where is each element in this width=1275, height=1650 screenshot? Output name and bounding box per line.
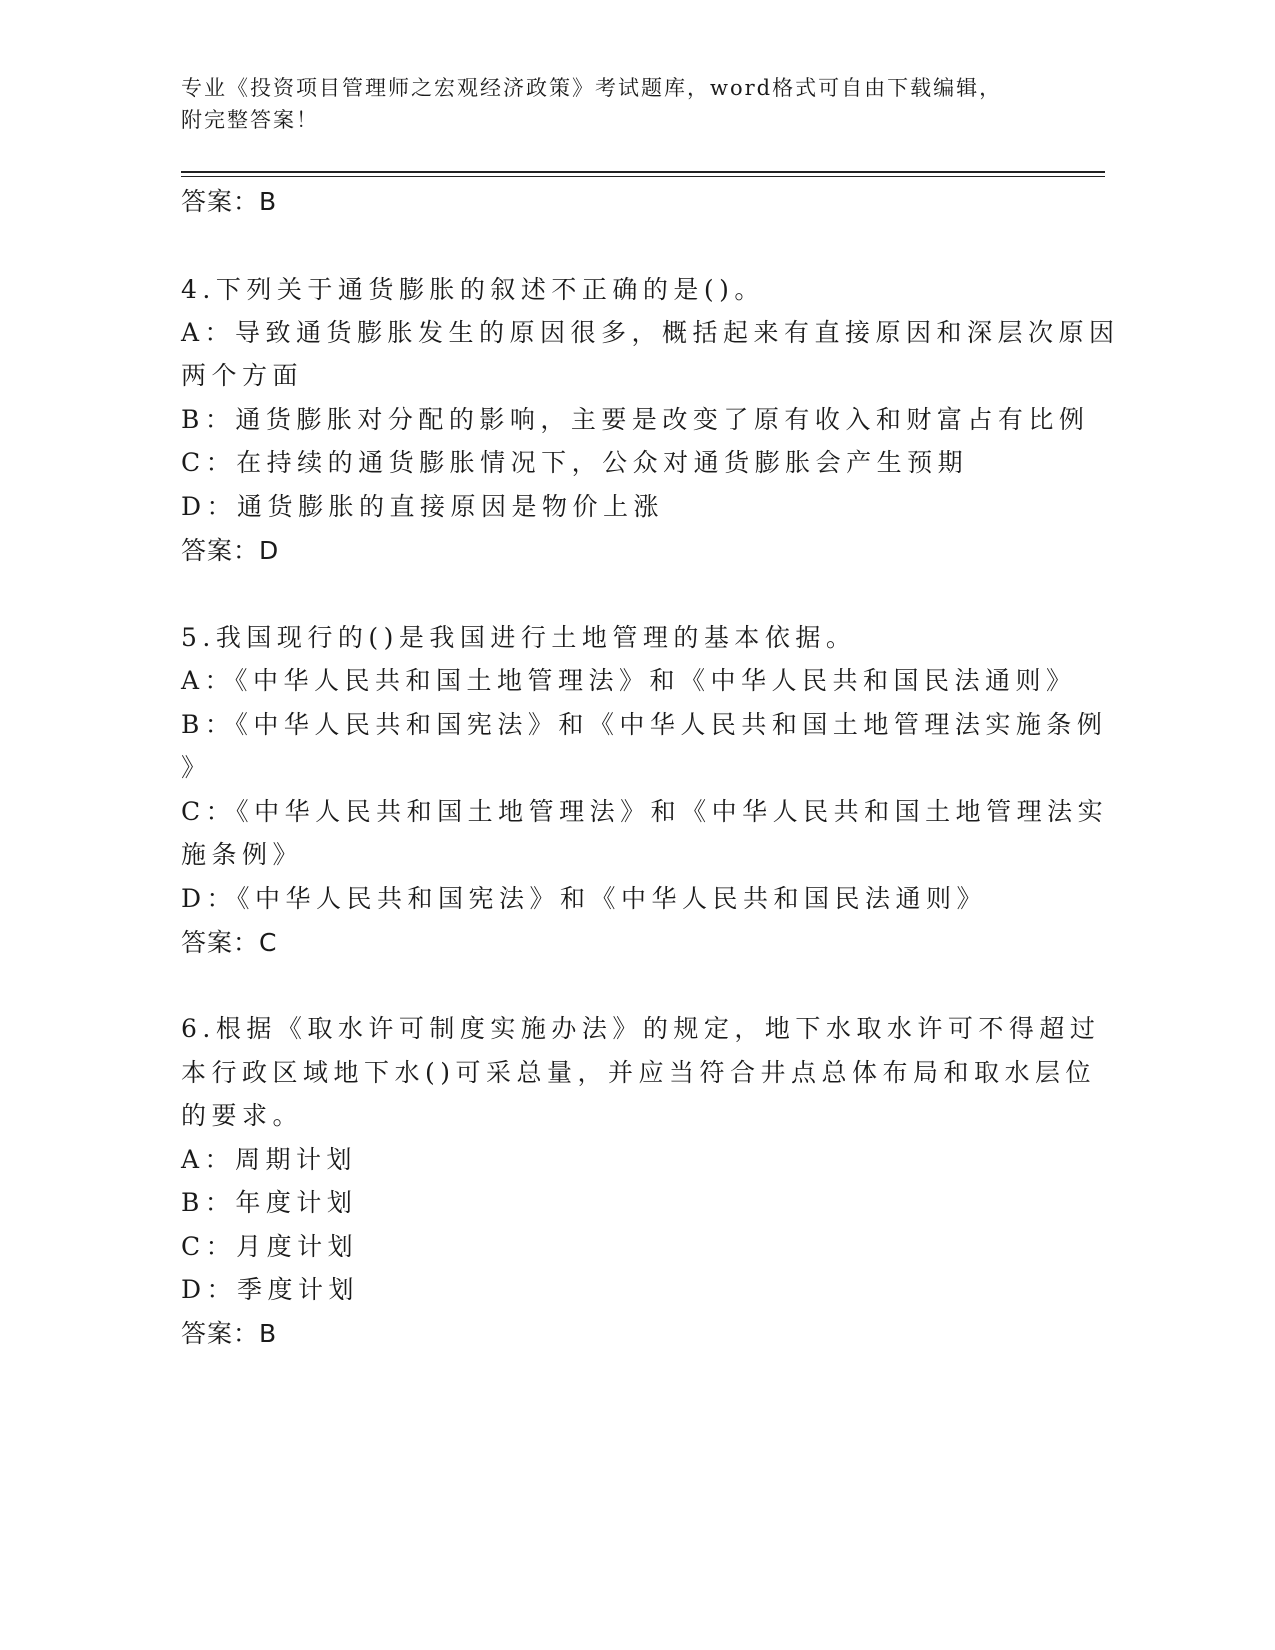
question-4-stem: 4.下列关于通货膨胀的叙述不正确的是()。: [181, 275, 765, 304]
question-4-option-c: C：在持续的通货膨胀情况下，公众对通货膨胀会产生预期: [181, 448, 969, 477]
question-6-stem-cont-2: 的要求。: [181, 1101, 304, 1130]
document-header: [181, 72, 1041, 136]
question-5-option-b: B：《中华人民共和国宪法》和《中华人民共和国土地管理法实施条例: [181, 710, 1108, 739]
question-4-option-d: D：通货膨胀的直接原因是物价上涨: [181, 492, 665, 521]
question-6-option-c: C：月度计划: [181, 1232, 359, 1261]
question-4-option-a-cont: 两个方面: [181, 361, 304, 390]
previous-answer: 答案：B: [181, 187, 278, 216]
question-5-stem: 5.我国现行的()是我国进行土地管理的基本依据。: [181, 623, 857, 652]
question-4-answer: 答案：D: [181, 536, 280, 565]
question-5-option-c-cont: 施条例》: [181, 840, 304, 869]
question-4-option-b: B：通货膨胀对分配的影响，主要是改变了原有收入和财富占有比例: [181, 405, 1090, 434]
question-6-stem-cont-1: 本行政区域地下水()可采总量，并应当符合井点总体布局和取水层位: [181, 1058, 1097, 1087]
question-6-option-d: D：季度计划: [181, 1275, 360, 1304]
header-divider-thin: [181, 176, 1105, 177]
question-6-option-a: A：周期计划: [181, 1145, 358, 1174]
question-5-option-c: C：《中华人民共和国土地管理法》和《中华人民共和国土地管理法实: [181, 797, 1109, 826]
question-6-answer: 答案：B: [181, 1319, 278, 1348]
question-5-answer: 答案：C: [181, 928, 278, 957]
question-5-option-b-cont: 》: [181, 753, 212, 782]
question-5-option-d: D：《中华人民共和国宪法》和《中华人民共和国民法通则》: [181, 884, 988, 913]
question-4-option-a: A：导致通货膨胀发生的原因很多，概括起来有直接原因和深层次原因: [181, 318, 1120, 347]
question-6-stem: 6.根据《取水许可制度实施办法》的规定，地下水取水许可不得超过: [181, 1014, 1101, 1043]
header-divider-thick: [181, 171, 1105, 173]
question-6-option-b: B：年度计划: [181, 1188, 358, 1217]
question-5-option-a: A：《中华人民共和国土地管理法》和《中华人民共和国民法通则》: [181, 666, 1077, 695]
header-line-2: 附完整答案！: [181, 108, 319, 132]
header-line-1: 专业《投资项目管理师之宏观经济政策》考试题库，word格式可自由下载编辑，: [181, 76, 1003, 100]
